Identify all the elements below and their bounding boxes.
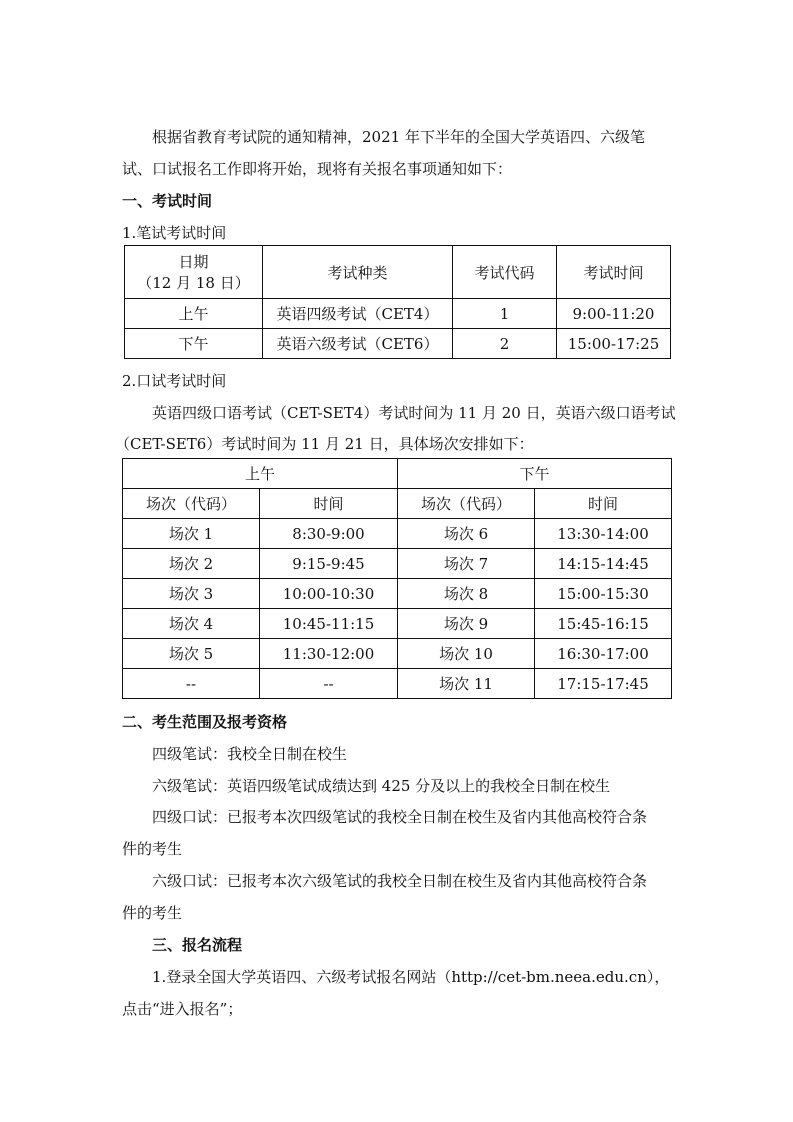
cell-am-time: 8:30-9:00	[260, 519, 398, 549]
header-am-time: 时间	[260, 489, 398, 519]
table-row	[123, 519, 672, 549]
cell-am-time: 10:00-10:30	[260, 579, 398, 609]
written-exam-subtitle: 1.笔试考试时间	[122, 224, 227, 242]
eligibility-cet4-written: 四级笔试：我校全日制在校生	[152, 745, 348, 763]
cell-am-session: 场次 3	[123, 579, 260, 609]
cell-pm-session: 场次 7	[398, 549, 535, 579]
table-row	[125, 329, 671, 359]
oral-exam-table	[122, 458, 672, 699]
header-date-line-1: 日期	[178, 253, 209, 271]
header-date-line-2: （12 月 18 日）	[137, 274, 250, 292]
table-header-row	[123, 459, 672, 489]
header-exam-type: 考试种类	[263, 246, 453, 299]
oral-exam-line-2: （CET-SET6）考试时间为 11 月 21 日，具体场次安排如下：	[115, 435, 534, 453]
step-1-line-2: 点击“进入报名”；	[122, 1000, 243, 1018]
header-am-session: 场次（代码）	[123, 489, 260, 519]
eligibility-cet4-oral-line-2: 件的考生	[122, 840, 183, 858]
eligibility-cet6-written: 六级笔试：英语四级笔试成绩达到 425 分及以上的我校全日制在校生	[152, 777, 611, 795]
section-3-title: 三、报名流程	[152, 936, 243, 954]
cell-exam-code: 2	[453, 329, 557, 359]
cell-am-time: 9:15-9:45	[260, 549, 398, 579]
cell-exam-time: 15:00-17:25	[557, 329, 671, 359]
cell-exam-time: 9:00-11:20	[557, 299, 671, 329]
cell-am-time: --	[260, 669, 398, 699]
table-row	[123, 579, 672, 609]
eligibility-cet6-oral-line-2: 件的考生	[122, 904, 183, 922]
cell-pm-session: 场次 9	[398, 609, 535, 639]
cell-pm-time: 15:45-16:15	[535, 609, 672, 639]
cell-pm-time: 15:00-15:30	[535, 579, 672, 609]
header-am: 上午	[123, 459, 398, 489]
section-2-title: 二、考生范围及报考资格	[122, 713, 288, 731]
intro-line-1: 根据省教育考试院的通知精神，2021 年下半年的全国大学英语四、六级笔	[152, 128, 645, 146]
table-row	[125, 299, 671, 329]
eligibility-cet6-oral-line-1: 六级口试：已报考本次六级笔试的我校全日制在校生及省内其他高校符合条	[152, 872, 648, 890]
cell-am-time: 10:45-11:15	[260, 609, 398, 639]
written-exam-table	[124, 245, 671, 359]
table-row	[123, 639, 672, 669]
cell-am-session: --	[123, 669, 260, 699]
cell-pm-session: 场次 11	[398, 669, 535, 699]
cell-pm-time: 14:15-14:45	[535, 549, 672, 579]
header-date	[125, 246, 263, 299]
oral-exam-subtitle: 2.口试考试时间	[122, 372, 227, 390]
section-1-title: 一、考试时间	[122, 192, 213, 210]
cell-pm-time: 16:30-17:00	[535, 639, 672, 669]
cell-exam-code: 1	[453, 299, 557, 329]
header-pm: 下午	[398, 459, 672, 489]
header-pm-session: 场次（代码）	[398, 489, 535, 519]
step-1-line-1: 1.登录全国大学英语四、六级考试报名网站（http://cet-bm.neea.edu.cn），	[152, 968, 670, 986]
table-subheader-row	[123, 489, 672, 519]
eligibility-cet4-oral-line-1: 四级口试：已报考本次四级笔试的我校全日制在校生及省内其他高校符合条	[152, 808, 648, 826]
cell-pm-time: 17:15-17:45	[535, 669, 672, 699]
cell-am-session: 场次 4	[123, 609, 260, 639]
cell-period: 上午	[125, 299, 263, 329]
cell-pm-session: 场次 10	[398, 639, 535, 669]
cell-am-session: 场次 1	[123, 519, 260, 549]
cell-exam-type: 英语六级考试（CET6）	[263, 329, 453, 359]
cell-am-session: 场次 5	[123, 639, 260, 669]
table-row	[123, 669, 672, 699]
cell-pm-session: 场次 8	[398, 579, 535, 609]
cell-period: 下午	[125, 329, 263, 359]
cell-pm-time: 13:30-14:00	[535, 519, 672, 549]
table-row	[123, 549, 672, 579]
table-header-row	[125, 246, 671, 299]
header-exam-code: 考试代码	[453, 246, 557, 299]
intro-line-2: 试、口试报名工作即将开始，现将有关报名事项通知如下：	[122, 160, 513, 178]
oral-exam-line-1: 英语四级口语考试（CET-SET4）考试时间为 11 月 20 日，英语六级口语考试	[152, 404, 676, 422]
cell-am-time: 11:30-12:00	[260, 639, 398, 669]
cell-pm-session: 场次 6	[398, 519, 535, 549]
cell-am-session: 场次 2	[123, 549, 260, 579]
header-pm-time: 时间	[535, 489, 672, 519]
cell-exam-type: 英语四级考试（CET4）	[263, 299, 453, 329]
header-exam-time: 考试时间	[557, 246, 671, 299]
table-row	[123, 609, 672, 639]
